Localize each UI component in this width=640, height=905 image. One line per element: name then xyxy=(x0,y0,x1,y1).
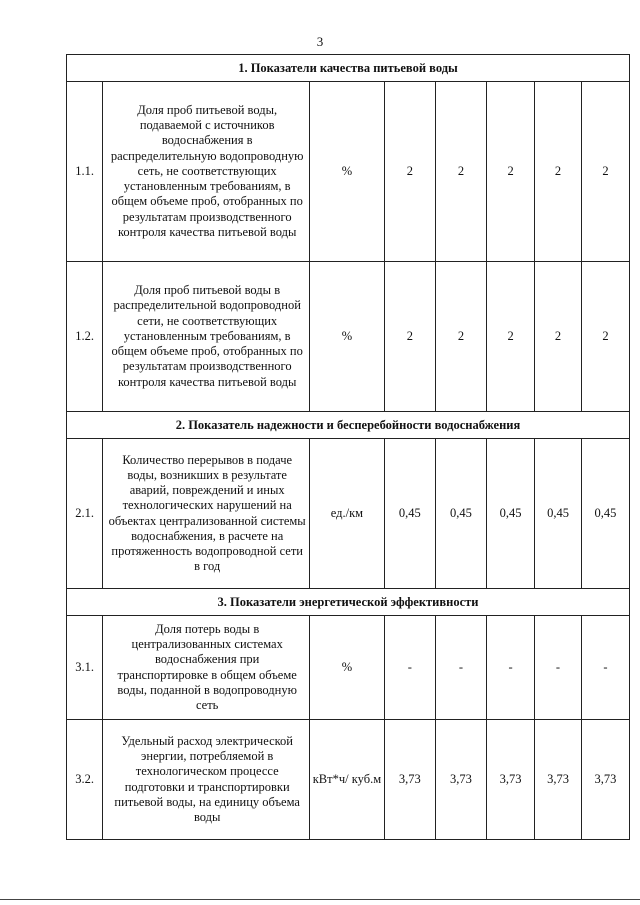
page-number: 3 xyxy=(316,34,324,49)
row-description: Доля проб питьевой воды в распределительной водопроводной сети, не соответствующих установленным требованиям, в общем объеме проб, отобранных по результатам производственного контроля качества питьевой воды xyxy=(103,262,310,412)
row-value: - xyxy=(535,616,582,720)
row-value: - xyxy=(384,616,435,720)
row-value: 3,73 xyxy=(535,720,582,840)
row-value: 3,73 xyxy=(435,720,486,840)
row-description: Доля потерь воды в централизованных системах водоснабжения при транспортировке в общем объеме воды, поданной в водопроводную сеть xyxy=(103,616,310,720)
table-row xyxy=(67,720,630,840)
row-value: 0,45 xyxy=(535,439,582,589)
row-value: 0,45 xyxy=(581,439,629,589)
row-value: 2 xyxy=(535,82,582,262)
row-value: 0,45 xyxy=(435,439,486,589)
section-title: 1. Показатели качества питьевой воды xyxy=(67,55,630,82)
row-description: Доля проб питьевой воды, подаваемой с источников водоснабжения в распределительную водопроводную сеть, не соответствующих установленным требованиям, в общем объеме проб, отобранных по результатам производственного контроля качества питьевой воды xyxy=(103,82,310,262)
row-value: 2 xyxy=(535,262,582,412)
row-value: 3,73 xyxy=(581,720,629,840)
row-value: 3,73 xyxy=(487,720,535,840)
row-value: 2 xyxy=(384,82,435,262)
table-row xyxy=(67,616,630,720)
table-row xyxy=(67,82,630,262)
row-value: 2 xyxy=(581,262,629,412)
row-value: 2 xyxy=(487,82,535,262)
row-number: 3.2. xyxy=(67,720,103,840)
row-description: Количество перерывов в подаче воды, возникших в результате аварий, повреждений и иных технологических нарушений на объектах централизованной системы водоснабжения, в расчете на протяженность водопроводной сети в год xyxy=(103,439,310,589)
row-value: 2 xyxy=(435,82,486,262)
section-header-row xyxy=(67,55,630,82)
row-value: 0,45 xyxy=(384,439,435,589)
row-value: - xyxy=(435,616,486,720)
page-bottom-rule xyxy=(0,899,640,900)
section-header-row xyxy=(67,412,630,439)
row-unit: % xyxy=(310,616,385,720)
section-title: 2. Показатель надежности и бесперебойности водоснабжения xyxy=(67,412,630,439)
row-number: 1.2. xyxy=(67,262,103,412)
row-number: 3.1. xyxy=(67,616,103,720)
table-row xyxy=(67,439,630,589)
row-value: 2 xyxy=(384,262,435,412)
table-row xyxy=(67,262,630,412)
row-number: 2.1. xyxy=(67,439,103,589)
row-value: - xyxy=(487,616,535,720)
row-unit: % xyxy=(310,82,385,262)
row-value: 2 xyxy=(581,82,629,262)
row-description: Удельный расход электрической энергии, потребляемой в технологическом процессе подготовки и транспортировки питьевой воды, на единицу объема воды xyxy=(103,720,310,840)
row-value: 2 xyxy=(435,262,486,412)
row-unit: ед./км xyxy=(310,439,385,589)
row-value: - xyxy=(581,616,629,720)
indicators-table xyxy=(66,54,630,840)
row-value: 2 xyxy=(487,262,535,412)
row-unit: кВт*ч/ куб.м xyxy=(310,720,385,840)
row-value: 0,45 xyxy=(487,439,535,589)
row-unit: % xyxy=(310,262,385,412)
section-header-row xyxy=(67,589,630,616)
row-value: 3,73 xyxy=(384,720,435,840)
row-number: 1.1. xyxy=(67,82,103,262)
section-title: 3. Показатели энергетической эффективности xyxy=(67,589,630,616)
